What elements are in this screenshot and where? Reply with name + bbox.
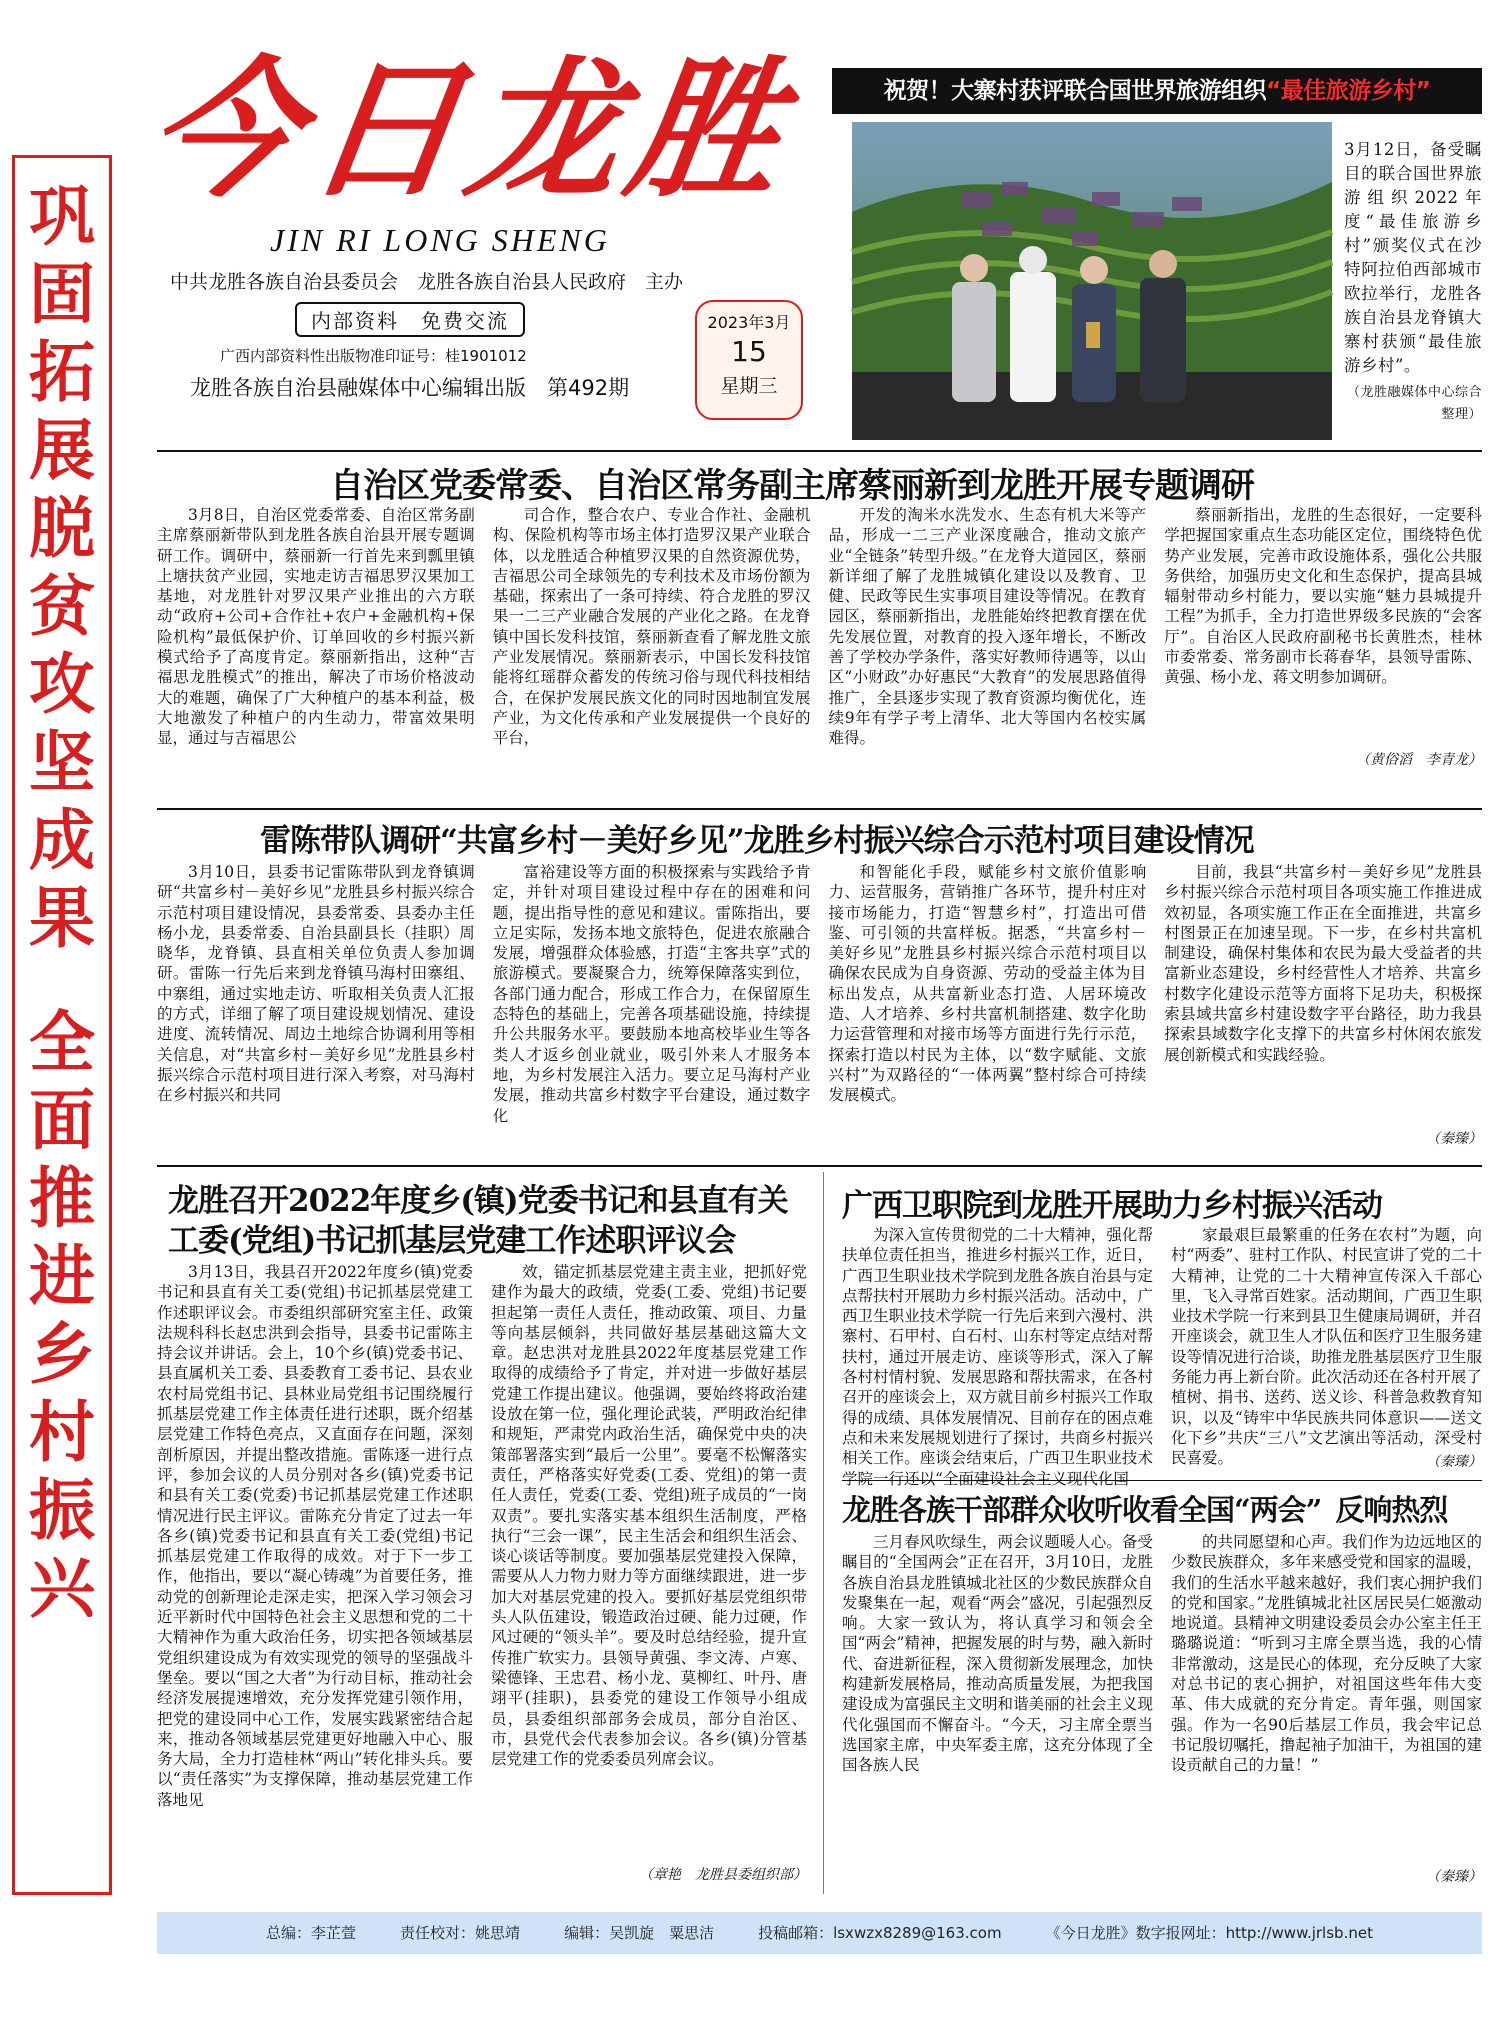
- article4-column2: 家最艰巨最繁重的任务在农村”为题，向村“两委”、驻村工作队、村民宣讲了党的二十大精神，让党的二十大精神宣传深入千部心里，飞入寻常百姓家。活动期间，广西卫生职业技术学院一行来到县卫生健康局调研，并召开座谈会，就卫生人才队伍和医疗卫生服务建设等情况进行洽谈，助推龙胜基层医疗卫生服务能力再上新台阶。此次活动还在各村开展了植树、捐书、送药、送义诊、科普急救教育知识，以及“铸牢中华民族共同体意识——送文化下乡”共庆“三八”文艺演出等活动，深受村民喜爱。: [1171, 1226, 1482, 1468]
- host-line: 中共龙胜各族自治县委员会 龙胜各族自治县人民政府 主办: [170, 271, 684, 293]
- article2-headline: 雷陈带队调研“共富乡村－美好乡见”龙胜乡村振兴综合示范村项目建设情况: [260, 823, 1254, 859]
- footer-editors: 编辑：吴凯旋 粟思洁: [564, 1924, 715, 1942]
- edition-line: 龙胜各族自治县融媒体中心编辑出版 第492期: [190, 376, 630, 400]
- article1-column3: 开发的淘米水洗发水、生态有机大米等产品，形成一二三产业深度融合，推动文旅产业“全链条”转型升级。”在龙脊大道园区，蔡丽新详细了解了龙胜城镇化建设以及教育、卫健、民政等民生实事项目建设等情况。在教育园区，蔡丽新指出，龙胜能始终把教育摆在优先发展位置，对教育的投入逐年增长，不断改善了学校办学条件，落实好教师待遇等，以山区“小财政”办好惠民“大教育”的发展思路值得推广，全县逐步实现了教育资源均衡优化，连续9年有学子考上清华、北大等国内名校实属难得。: [828, 506, 1147, 748]
- article2-column1: 3月10日，县委书记雷陈带队到龙脊镇调研“共富乡村－美好乡见”龙胜县乡村振兴综合示范村项目建设情况，县委常委、县委办主任杨小龙，县委常委、自治县副县长（挂职）周晓华，龙脊镇、县直相关单位负责人参加调研。雷陈一行先后来到龙脊镇马海村田寨组、中寨组，通过实地走访、听取相关负责人汇报的方式，详细了解了项目建设规划情况、建设进度、流转情况、周边土地综合协调利用等相关信息，对“共富乡村－美好乡见”龙胜县乡村振兴综合示范村项目进行深入考察，对马海村在乡村振兴和共同: [157, 863, 475, 1105]
- award-ceremony-illustration: [852, 122, 1332, 440]
- article1-headline: 自治区党委常委、自治区常务副主席蔡丽新到龙胜开展专题调研: [330, 466, 1254, 506]
- article5-byline: （秦臻）: [1426, 1869, 1482, 1885]
- award-ceremony-photo: [852, 122, 1332, 440]
- article2-column2: 富裕建设等方面的积极探索与实践给予肯定，并针对项目建设过程中存在的困难和问题，提出指导性的意见和建议。雷陈指出，要立足实际，发扬本地文旅特色，促进农旅融合发展，增强群众体验感，打造“主客共享”式的旅游模式。要凝聚合力，统筹保障落实到位，各部门通力配合，形成工作合力，在保留原生态特色的基础上，完善各项基础设施，持续提升公共服务水平。要鼓励本地高校毕业生等各类人才返乡创业就业，吸引外来人才服务本地，为乡村发展注入活力。要立足马海村产业发展，推动共富乡村数字平台建设，通过数字化: [492, 863, 811, 1125]
- issue-date-weekday: 星期三: [720, 375, 778, 397]
- article5-body: [842, 1532, 1482, 1887]
- article4-headline: 广西卫职院到龙胜开展助力乡村振兴活动: [842, 1188, 1382, 1224]
- newspaper-logo: 今日龙胜: [137, 42, 803, 218]
- issue-date-box: [695, 300, 803, 420]
- footer-email[interactable]: 投稿邮箱：lsxwzx8289@163.com: [758, 1924, 1002, 1942]
- article1-body: [157, 505, 1482, 795]
- article5-column2: 的共同愿望和心声。我们作为边远地区的少数民族群众，多年来感受党和国家的温暖，我们的生活水平越来越好，我们衷心拥护我们的党和国家。”龙胜镇城北社区居民吴仁姬激动地说道。县精神文明建设委员会办公室主任王璐璐说道：“听到习主席全票当选，我的心情非常激动，这是民心的体现，充分反映了大家对总书记的衷心拥护，对祖国这些年伟大变革、伟大成就的充分肯定。青年强，则国家强。作为一名90后基层工作员，我会牢记总书记殷切嘱托，撸起袖子加油干，为祖国的建设贡献自己的力量！”: [1171, 1533, 1482, 1775]
- internal-material-label: 内部资料 免费交流: [295, 302, 525, 337]
- side-slogan-box: [12, 155, 112, 1895]
- article5-headline-main: 龙胜各族干部群众收听收看全国“两会”: [842, 1493, 1322, 1527]
- article4-body: [842, 1225, 1482, 1488]
- article2-column4: 目前，我县“共富乡村－美好乡见”龙胜县乡村振兴综合示范村项目各项实施工作推进成效初显，各项实施工作正在全面推进，共富乡村图景正在加速呈现。下一步，在乡村共富机制建设，确保村集体和农民为最大受益者的共富新业态建设，乡村经营性人才培养、共富乡村数字化建设示范等方面将下足功夫，积极探索县域共富乡村建设数字平台路径，助力我县探索县域数字化支撑下的共富乡村休闲农旅发展创新模式和实践经验。: [1164, 863, 1482, 1064]
- award-banner: [832, 68, 1482, 114]
- article2-column3: 和智能化手段，赋能乡村文旅价值影响力、运营服务，营销推广各环节，提升村庄对接市场能力，打造“智慧乡村”，打造出可借鉴、可引领的共富样板。据悉，“共富乡村－美好乡见”龙胜县乡村振兴综合示范村项目以确保农民成为自身资源、劳动的受益主体为目标出发点，从共富新业态打造、人居环境改造、人才培养、乡村共富机制搭建、数字化助力运营管理和对接市场等方面进行先行示范，探索打造以村民为主体，以“数字赋能、文旅兴村”为双路径的“一体两翼”整村综合可持续发展模式。: [828, 863, 1147, 1105]
- article5-headline: [842, 1488, 1447, 1529]
- logo-pinyin: JIN RI LONG SHENG: [270, 222, 610, 258]
- article4-column1: 为深入宣传贯彻党的二十大精神，强化帮扶单位责任担当，推进乡村振兴工作，近日，广西卫生职业技术学院到龙胜各族自治县与定点帮扶村开展助力乡村振兴活动。活动中，广西卫生职业技术学院一行先后来到六漫村、洪寨村、石甲村、白石村、山东村等定点结对帮扶村，通过开展走访、座谈等形式，深入了解各村村情村貌、发展思路和帮扶需求，在各村召开的座谈会上，双方就目前乡村振兴工作取得的成绩、具体发展情况、目前存在的困点难点和未来发展规划进行了探讨，共商乡村振兴相关工作。座谈会结束后，广西卫生职业技术学院一行还以“全面建设社会主义现代化国: [842, 1226, 1153, 1488]
- footer-chief-editor: 总编：李芷萱: [266, 1924, 357, 1942]
- side-slogan-line1: 巩固拓展脱贫攻坚成果: [29, 178, 95, 957]
- article1-column4: 蔡丽新指出，龙胜的生态很好，一定要科学把握国家重点生态功能区定位，围绕特色优势产业发展，完善市政设施体系，强化公共服务供给，加强历史文化和生态保护，提高县城辐射带动乡村能力，要以实施“魅力县城提升工程”为抓手，全力打造世界级多民族的“会客厅”。自治区人民政府副秘书长黄胜杰，桂林市委常委、常务副市长蒋春华，县领导雷陈、黄强、杨小龙、蒋文明参加调研。: [1164, 506, 1482, 687]
- award-banner-highlight: “最佳旅游乡村”: [1266, 78, 1431, 104]
- permit-number: 广西内部资料性出版物准印证号：桂1901012: [220, 347, 527, 365]
- masthead: [137, 40, 810, 445]
- photo-caption-credit: （龙胜融媒体中心综合整理）: [1346, 385, 1482, 422]
- article1-byline: （黄俗滔 李青龙）: [1356, 752, 1482, 768]
- article2-body: [157, 862, 1482, 1154]
- footer-website[interactable]: 《今日龙胜》数字报网址：http://www.jrlsb.net: [1045, 1924, 1373, 1942]
- article3-byline: （章艳 龙胜县委组织部）: [639, 1867, 807, 1883]
- article4-byline: （秦臻）: [1426, 1454, 1482, 1470]
- footer-proofreader: 责任校对：姚思靖: [400, 1924, 521, 1942]
- article2-byline: （秦臻）: [1426, 1131, 1482, 1147]
- photo-caption-text: 3月12日，备受瞩目的联合国世界旅游组织2022年度“最佳旅游乡村”颁奖仪式在沙特阿拉伯西部城市欧拉举行，龙胜各族自治县龙脊镇大寨村获颁“最佳旅游乡村”。: [1344, 140, 1482, 375]
- article3-headline-line2: 工委(党组)书记抓基层党建工作述职评议会: [168, 1223, 736, 1259]
- article1-column2: 司合作，整合农户、专业合作社、金融机构、保险机构等市场主体打造罗汉果产业联合体，以龙胜适合种植罗汉果的自然资源优势，吉福思公司全球领先的专利技术及市场份额为基础，探索出了一条可持续、符合龙胜的罗汉果一二三产业融合发展的产业化之路。在龙脊镇中国长发科技馆，蔡丽新查看了解龙胜文旅产业发展情况。蔡丽新表示，中国长发科技馆能将红瑶群众蓄发的传统习俗与现代科技相结合，在保护发展民族文化的同时因地制宜发展产业，为文化传承和产业发展提供一个良好的平台，: [492, 506, 811, 748]
- footer-bar: [157, 1912, 1482, 1954]
- article3-body: [157, 1262, 807, 1887]
- photo-caption: [1344, 138, 1482, 426]
- article1-column1: 3月8日，自治区党委常委、自治区常务副主席蔡丽新带队到龙胜各族自治县开展专题调研工作。调研中，蔡丽新一行首先来到瓢里镇上塘扶贫产业园，实地走访吉福思罗汉果加工基地，对龙胜针对罗汉果产业推出的六方联动“政府+公司+合作社+农户+金融机构+保险机构”最低保护价、订单回收的乡村振兴新模式给予了高度肯定。蔡丽新指出，这种“吉福思龙胜模式”的推出，解决了市场价格波动大的难题，确保了广大种植户的基本利益，极大地激发了种植户的内生动力，带富效果明显，通过与吉福思公: [157, 506, 475, 748]
- issue-date-year-month: 2023年3月: [707, 313, 791, 332]
- article3-headline-line1: 龙胜召开2022年度乡(镇)党委书记和县直有关: [168, 1183, 788, 1219]
- side-slogan-line2: 全面推进乡村振兴: [29, 1004, 95, 1627]
- issue-date-day: 15: [731, 335, 767, 368]
- article5-headline-tail: 反响热烈: [1335, 1493, 1448, 1527]
- award-banner-prefix: 祝贺！大寨村获评联合国世界旅游组织: [883, 78, 1267, 104]
- article3-column2: 效，锚定抓基层党建主责主业，把抓好党建作为最大的政绩，党委(工委、党组)书记要担起第一责任人责任，推动政策、项目、力量等向基层倾斜，共同做好基层基础这篇大文章。赵忠洪对龙胜县2022年度基层党建工作取得的成绩给予了肯定，并对进一步做好基层党建工作提出建议。他强调，要始终将政治建设放在第一位，强化理论武装，严明政治纪律和规矩，严肃党内政治生活，确保党中央的决策部署落实到“最后一公里”。要毫不松懈落实责任，严格落实好党委(工委、党组)的第一责任人责任，党委(工委、党组)班子成员的“一岗双责”。要扎实落实基本组织生活制度，严格执行“三会一课”，民主生活会和组织生活会、谈心谈话等制度。要加强基层党建投入保障，需要从人力物力财力等方面继续跟进，进一步加大对基层党建的投入。要抓好基层党组织带头人队伍建设，锻造政治过硬、能力过硬，作风过硬的“领头羊”。要及时总结经验，提升宣传推广软实力。县领导黄强、李文涛、卢寒、梁德锋、王忠君、杨小龙、莫柳红、叶丹、唐翊平(挂职)，县委党的建设工作领导小组成员，县委组织部部务会成员，部分自治区、市，县党代会代表参加会议。各乡(镇)分管基层党建工作的党委委员列席会议。: [491, 1263, 807, 1769]
- article5-column1: 三月春风吹绿生，两会议题暖人心。备受瞩目的“全国两会”正在召开，3月10日，龙胜各族自治县龙胜镇城北社区的少数民族群众自发聚集在一起，观看“两会”盛况，引起强烈反响。大家一致认为，将认真学习和领会全国“两会”精神，把握发展的时与势，融入新时代、奋进新征程，深入贯彻新发展理念，加快构建新发展格局，推动高质量发展，为把我国建设成为富强民主文明和谐美丽的社会主义现代化强国而不懈奋斗。“今天，习主席全票当选国家主席，中央军委主席，这充分体现了全国各族人民: [842, 1533, 1153, 1775]
- article3-column1: 3月13日，我县召开2022年度乡(镇)党委书记和县直有关工委(党组)书记抓基层党建工作述职评议会。市委组织部研究室主任、政策法规科科长赵忠洪到会指导，县委书记雷陈主持会议并讲话。会上，10个乡(镇)党委书记、县直属机关工委、县委教育工委书记、县农业农村局党组书记、县林业局党组书记围绕履行抓基层党建工作主体责任进行述职，既介绍基层党建工作特色亮点，又直面存在问题，深刻剖析原因，并提出整改措施。雷陈逐一进行点评，参加会议的人员分别对各乡(镇)党委书记和县有关工委(党委)书记抓基层党建工作述职情况进行民主评议。雷陈充分肯定了过去一年各乡(镇)党委书记和县直有关工委(党组)书记抓基层党建工作取得的成效。对于下一步工作，他指出，要以“凝心铸魂”为首要任务，推动党的创新理论走深走实，把深入学习领会习近平新时代中国特色社会主义思想和党的二十大精神作为重大政治任务，切实把各领域基层党组织建设成为有效实现党的领导的坚强战斗堡垒。要以“国之大者”为行动目标，推动社会经济发展提速增效，充分发挥党建引领作用，把党的建设同中心工作，发展实践紧密结合起来，推动各领域基层党建更好地融入中心、服务大局，全力打造桂林“两山”转化排头兵。要以“责任落实”为支撑保障，推动基层党建工作落地见: [157, 1263, 473, 1809]
